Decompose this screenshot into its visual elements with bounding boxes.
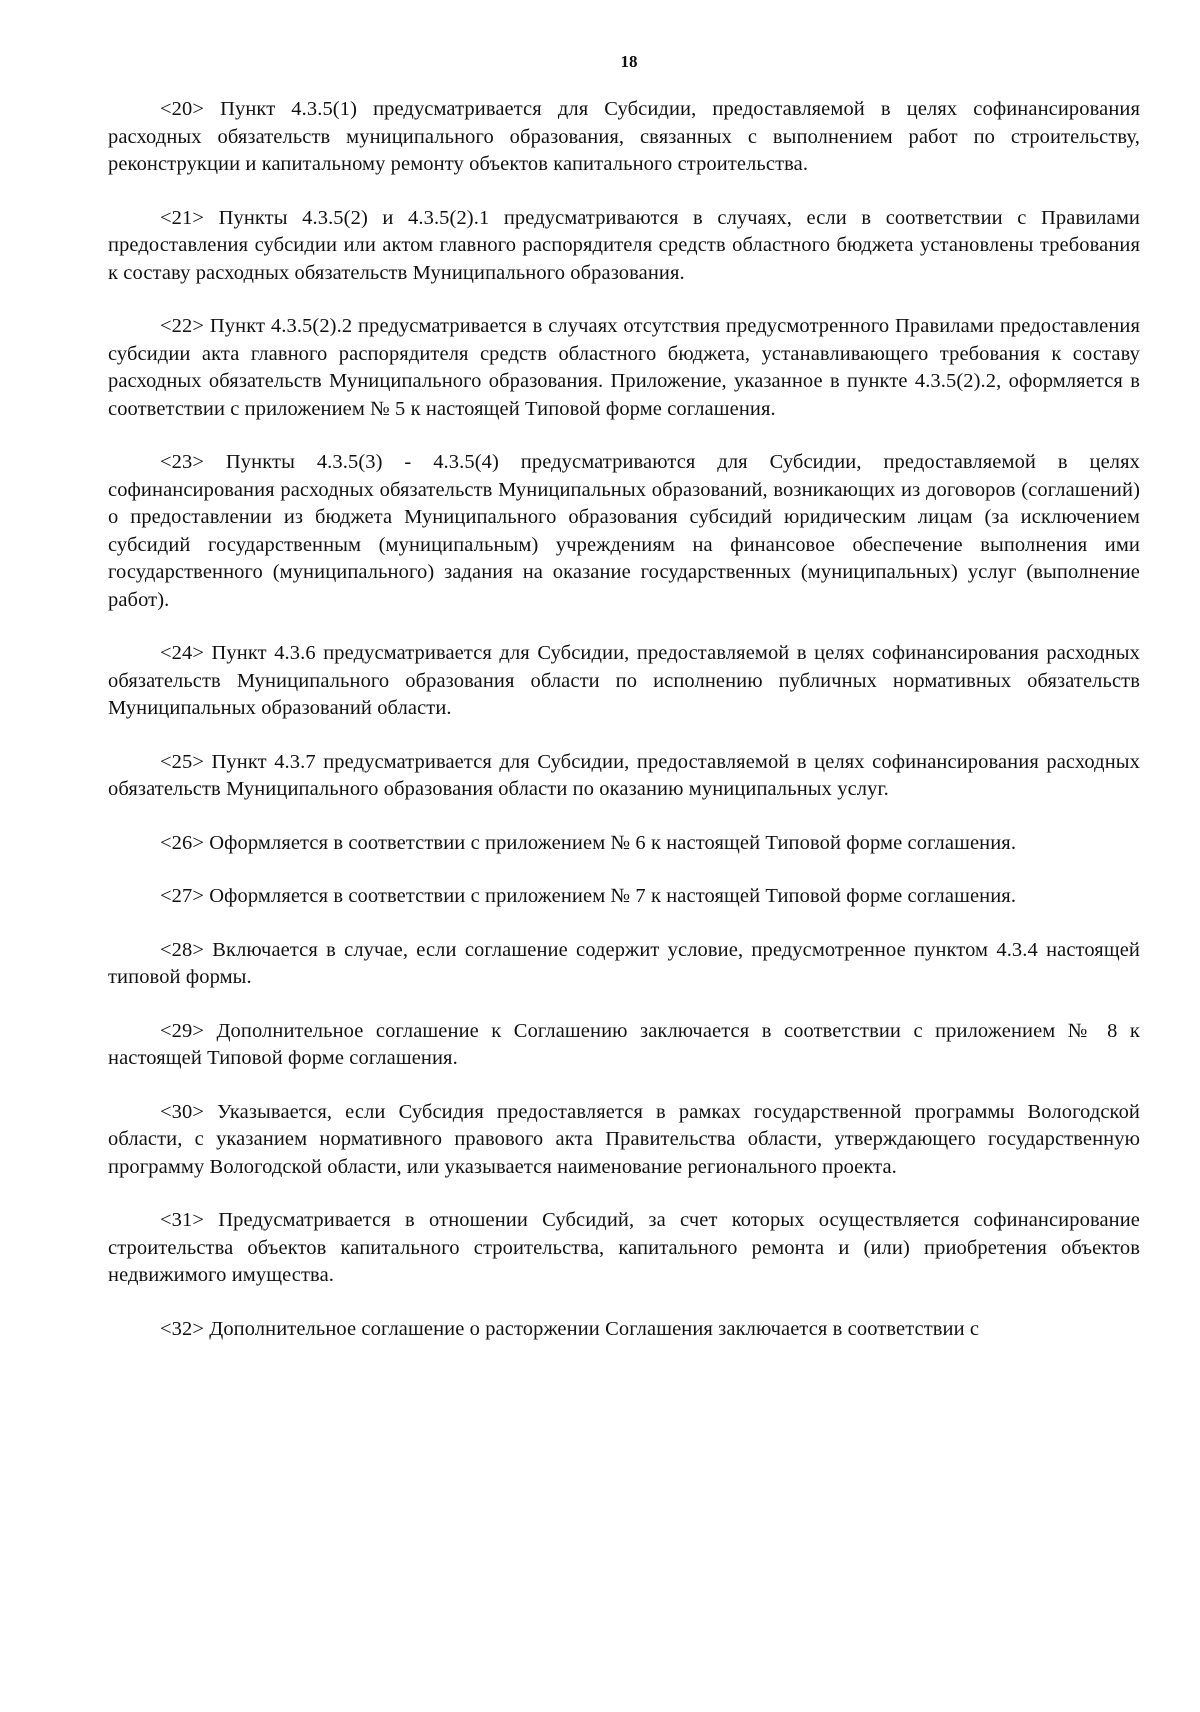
- footnote-26: <26> Оформляется в соответствии с приложением № 6 к настоящей Типовой форме соглашения.: [160, 831, 1017, 854]
- footnote-25: <25> Пункт 4.3.7 предусматривается для Субсидии, предоставляемой в целях софинансирования расходных обязательств Муниципального образования области по оказанию муниципальных услуг.: [108, 750, 1140, 800]
- footnote-32: <32> Дополнительное соглашение о расторжении Соглашения заключается в соответствии с: [160, 1317, 980, 1340]
- footnote-20: <20> Пункт 4.3.5(1) предусматривается для Субсидии, предоставляемой в целях софинансирования расходных обязательств муниципального образования, связанных с выполнением работ по строительству, реконструкции и капитальному ремонту объектов капитального строительства.: [108, 98, 1140, 175]
- footnote-29: <29> Дополнительное соглашение к Соглашению заключается в соответствии с приложением № 8 к настоящей Типовой форме соглашения.: [108, 1019, 1140, 1069]
- footnote-27: <27> Оформляется в соответствии с приложением № 7 к настоящей Типовой форме соглашения.: [160, 885, 1017, 907]
- footnote-21: <21> Пункты 4.3.5(2) и 4.3.5(2).1 предусматриваются в случаях, если в соответствии с Правилами предоставления субсидии или актом главного распорядителя средств областного бюджета установлены требования к составу расходных обязательств Муниципального образования.: [108, 206, 1140, 284]
- footnote-28: <28> Включается в случае, если соглашение содержит условие, предусмотренное пунктом 4.3.4 настоящей типовой формы.: [108, 938, 1140, 988]
- footnote-31: <31> Предусматривается в отношении Субсидий, за счет которых осуществляется софинансирование строительства объектов капитального строительства, капитального ремонта и (или) приобретения объектов недвижимого имущества.: [108, 1209, 1140, 1286]
- footnote-30: <30> Указывается, если Субсидия предоставляется в рамках государственной программы Вологодской области, с указанием нормативного правового акта Правительства области, утверждающего государственную программу Вологодской области, или указывается наименование регионального проекта.: [108, 1100, 1140, 1178]
- page-number: 18: [620, 52, 638, 71]
- footnote-22: <22> Пункт 4.3.5(2).2 предусматривается в случаях отсутствия предусмотренного Правилами предоставления субсидии акта главного распорядителя средств областного бюджета, устанавливающего требования к составу расходных обязательств Муниципального образования. Приложение, указанное в пункте 4.3.5(2).2, оформляется в соответствии с приложением № 5 к настоящей Типовой форме соглашения.: [108, 315, 1140, 420]
- footnote-23: <23> Пункты 4.3.5(3) - 4.3.5(4) предусматриваются для Субсидии, предоставляемой в целях софинансирования расходных обязательств Муниципальных образований, возникающих из договоров (соглашений) о предоставлении из бюджета Муниципального образования субсидий юридическим лицам (за исключением субсидий государственным (муниципальным) учреждениям на финансовое обеспечение выполнения ими государственного (муниципального) задания на оказание государственных (муниципальных) услуг (выполнение работ).: [108, 451, 1140, 611]
- footnote-24: <24> Пункт 4.3.6 предусматривается для Субсидии, предоставляемой в целях софинансирования расходных обязательств Муниципального образования области по исполнению публичных нормативных обязательств Муниципальных образований области.: [108, 642, 1140, 719]
